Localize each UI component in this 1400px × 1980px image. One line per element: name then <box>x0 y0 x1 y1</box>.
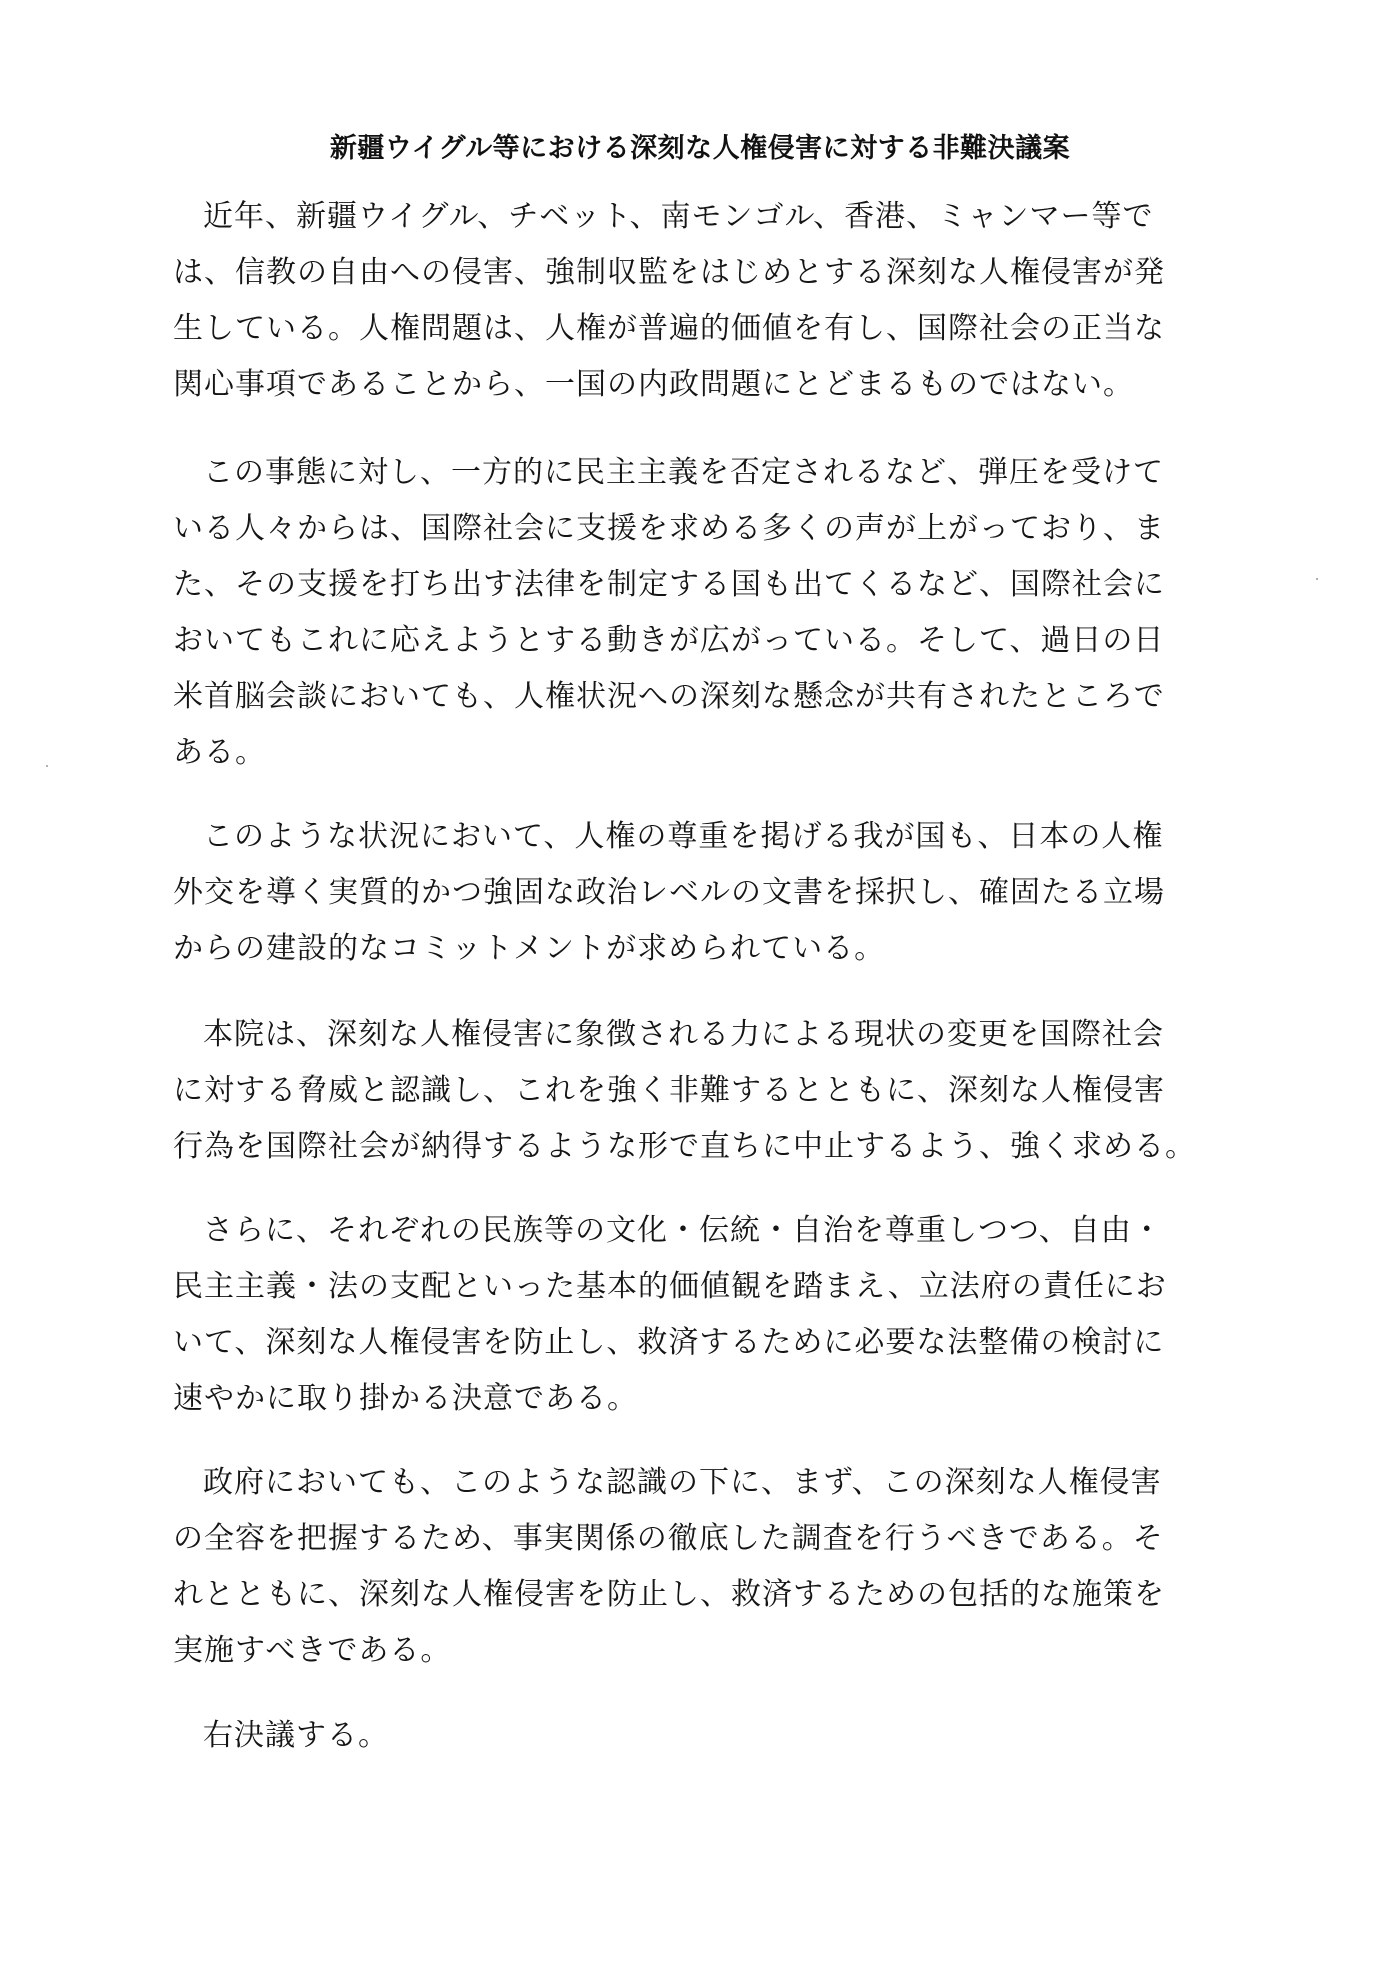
paragraph-line: このような状況において、人権の尊重を掲げる我が国も、日本の人権 <box>203 819 1164 854</box>
paragraph-line: 民主主義・法の支配といった基本的価値観を踏まえ、立法府の責任にお <box>173 1269 1167 1304</box>
paragraph-line: の全容を把握するため、事実関係の徹底した調査を行うべきである。そ <box>173 1521 1164 1556</box>
scan-speck <box>46 765 48 767</box>
paragraph-6 <box>173 1455 1253 1679</box>
paragraph-line: 実施すべきである。 <box>173 1633 452 1668</box>
paragraph-line: いる人々からは、国際社会に支援を求める多くの声が上がっており、ま <box>173 511 1165 546</box>
paragraph-line: は、信教の自由への侵害、強制収監をはじめとする深刻な人権侵害が発 <box>173 255 1165 290</box>
paragraph-line: さらに、それぞれの民族等の文化・伝統・自治を尊重しつつ、自由・ <box>203 1213 1163 1248</box>
paragraph-line: この事態に対し、一方的に民主主義を否定されるなど、弾圧を受けて <box>203 455 1164 490</box>
paragraph-line: からの建設的なコミットメントが求められている。 <box>173 931 886 966</box>
paragraph-line: れとともに、深刻な人権侵害を防止し、救済するための包括的な施策を <box>173 1577 1165 1612</box>
paragraph-line: ある。 <box>173 735 266 770</box>
paragraph-4 <box>173 1007 1253 1175</box>
scan-speck <box>1316 578 1318 580</box>
paragraph-line: 外交を導く実質的かつ強固な政治レベルの文書を採択し、確固たる立場 <box>173 875 1165 910</box>
closing-line: 右決議する。 <box>203 1718 389 1753</box>
paragraph-2 <box>173 445 1253 781</box>
paragraph-line: 米首脳会談においても、人権状況への深刻な懸念が共有されたところで <box>173 679 1165 714</box>
paragraph-line: 関心事項であることから、一国の内政問題にとどまるものではない。 <box>173 367 1134 402</box>
paragraph-line: 本院は、深刻な人権侵害に象徴される力による現状の変更を国際社会 <box>203 1017 1164 1052</box>
paragraph-line: いて、深刻な人権侵害を防止し、救済するために必要な法整備の検討に <box>173 1325 1165 1360</box>
paragraph-line: た、その支援を打ち出す法律を制定する国も出てくるなど、国際社会に <box>173 567 1165 602</box>
paragraph-3 <box>173 809 1253 977</box>
paragraph-1 <box>173 189 1253 413</box>
paragraph-line: 行為を国際社会が納得するような形で直ちに中止するよう、強く求める。 <box>173 1129 1196 1164</box>
closing-paragraph <box>173 1708 1253 1764</box>
paragraph-line: に対する脅威と認識し、これを強く非難するとともに、深刻な人権侵害 <box>173 1073 1165 1108</box>
paragraph-line: 生している。人権問題は、人権が普遍的価値を有し、国際社会の正当な <box>173 311 1165 346</box>
paragraph-line: 速やかに取り掛かる決意である。 <box>173 1381 638 1416</box>
paragraph-5 <box>173 1203 1253 1427</box>
paragraph-line: 政府においても、このような認識の下に、まず、この深刻な人権侵害 <box>203 1465 1162 1500</box>
paragraph-line: 近年、新疆ウイグル、チベット、南モンゴル、香港、ミャンマー等で <box>203 199 1154 234</box>
paragraph-line: おいてもこれに応えようとする動きが広がっている。そして、過日の日 <box>173 623 1165 658</box>
document-title: 新疆ウイグル等における深刻な人権侵害に対する非難決議案 <box>329 133 1071 164</box>
